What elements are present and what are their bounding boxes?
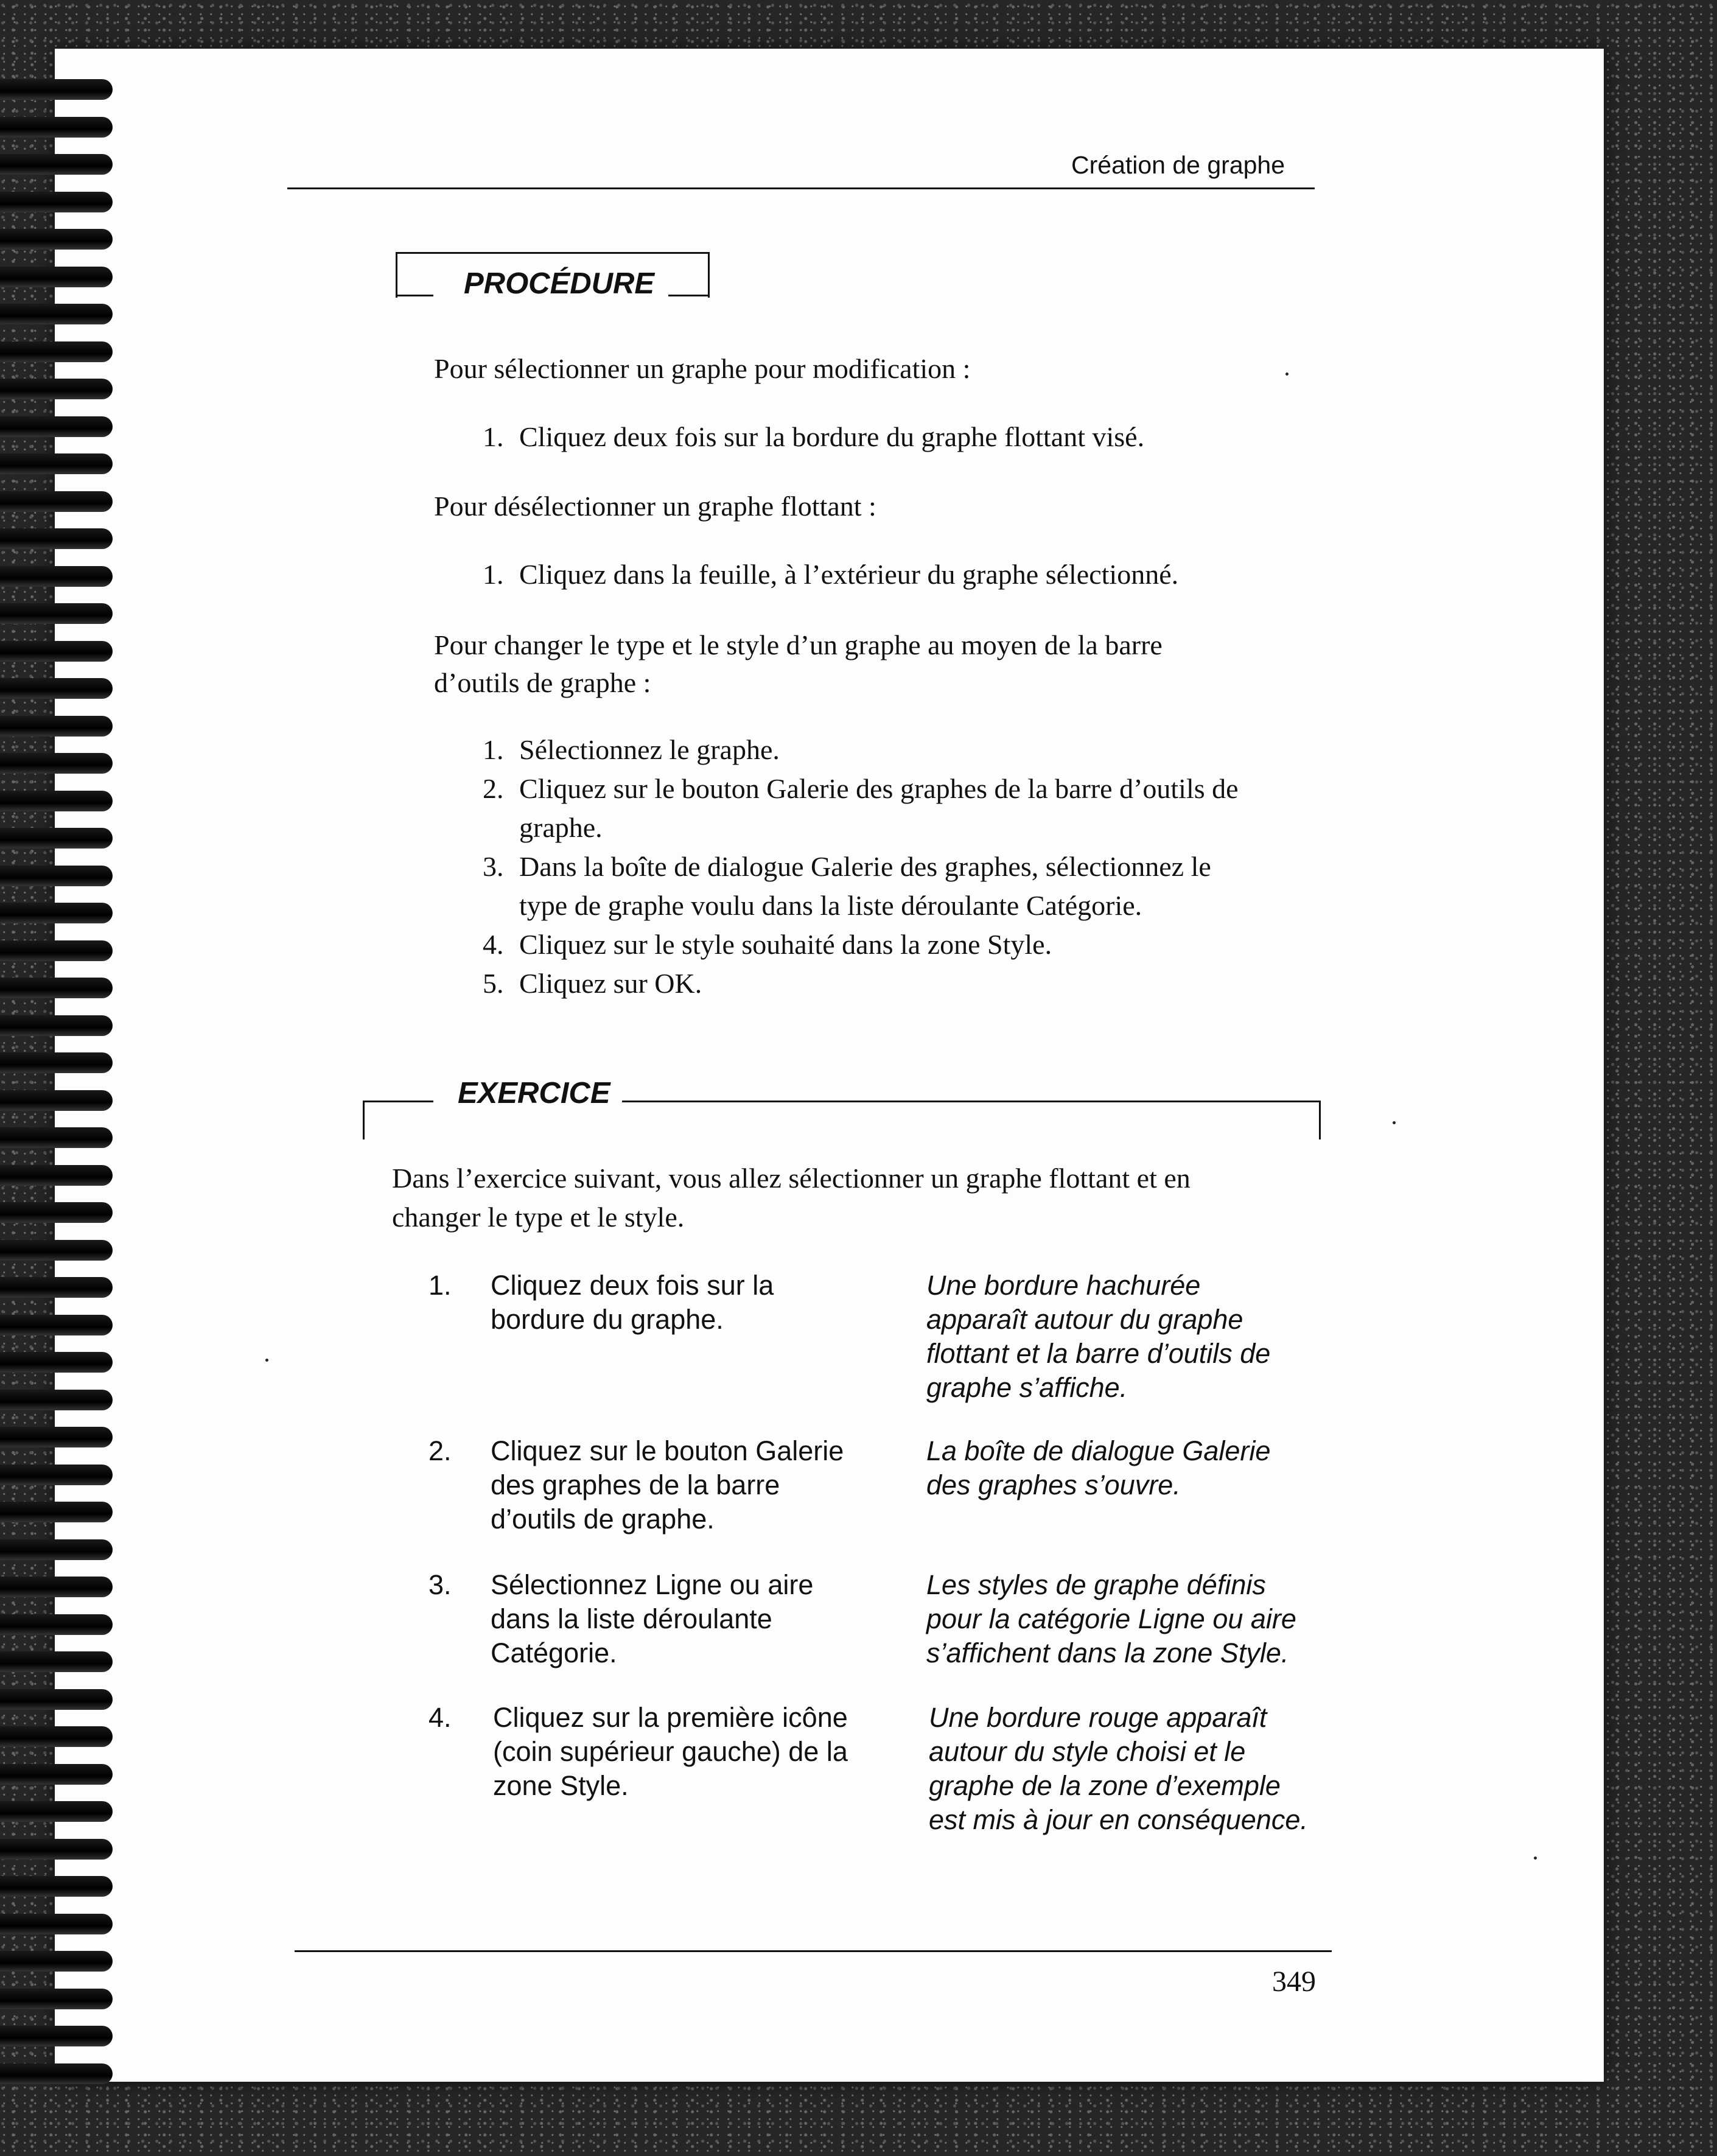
binding-ring (0, 566, 113, 587)
scan-speck (265, 1359, 268, 1362)
binding-ring (0, 1876, 113, 1897)
binding-ring (0, 753, 113, 774)
binding-ring (0, 117, 113, 138)
exercise-frame-right-edge (1319, 1101, 1321, 1139)
step-number: 1. (483, 559, 504, 590)
exercise-step-4-action: Cliquez sur la première icône (coin supérieur gauche) de la zone Style. (493, 1702, 848, 1801)
footer-rule (295, 1950, 1332, 1952)
exercise-frame-top-right (622, 1101, 1321, 1102)
exercise-step-3-action: Sélectionnez Ligne ou aire dans la liste déroulante Catégorie. (491, 1569, 814, 1668)
procedure-intro-change-line2: d’outils de graphe : (434, 667, 651, 698)
binding-ring (0, 528, 113, 549)
page-number: 349 (1272, 1965, 1316, 1998)
procedure-change-steps (483, 730, 1239, 1003)
binding-ring (0, 1726, 113, 1747)
binding-ring (0, 416, 113, 437)
procedure-deselect-step (483, 555, 1178, 594)
step-number: 1. (483, 421, 504, 452)
exercise-step-4-number: 4. (428, 1702, 452, 1733)
binding-ring (0, 1539, 113, 1560)
binding-ring (0, 1165, 113, 1186)
binding-ring (0, 603, 113, 624)
binding-ring (0, 1914, 113, 1934)
binding-ring (0, 1989, 113, 2009)
binding-ring (0, 379, 113, 399)
binding-ring (0, 341, 113, 362)
binding-ring (0, 1651, 113, 1672)
exercise-step-2-result: La boîte de dialogue Galerie des graphes s’ouvre. (926, 1435, 1271, 1500)
binding-ring (0, 2063, 113, 2084)
procedure-select-step (483, 418, 1144, 457)
binding-ring (0, 1127, 113, 1148)
exercise-frame-left-edge (363, 1101, 365, 1139)
binding-ring (0, 1951, 113, 1972)
binding-ring (0, 678, 113, 699)
exercise-step-1-action: Cliquez deux fois sur la bordure du graphe. (491, 1270, 774, 1335)
binding-ring (0, 1801, 113, 1822)
list-item-continuation: graphe. (519, 812, 603, 843)
binding-ring (0, 1577, 113, 1597)
binding-ring (0, 1015, 113, 1036)
scan-speck (1534, 1857, 1537, 1860)
list-item-continuation: type de graphe voulu dans la liste déroulante Catégorie. (519, 890, 1142, 921)
binding-ring (0, 491, 113, 512)
binding-ring (0, 1427, 113, 1447)
exercise-intro-line2: changer le type et le style. (392, 1202, 685, 1233)
binding-ring (0, 1465, 113, 1485)
list-item: 3. Dans la boîte de dialogue Galerie des graphes, sélectionnez le (483, 851, 1211, 882)
binding-ring (0, 1839, 113, 1860)
binding-ring (0, 716, 113, 737)
step-text: Cliquez dans la feuille, à l’extérieur du graphe sélectionné. (519, 559, 1179, 590)
binding-ring (0, 267, 113, 287)
procedure-frame-base-left (396, 295, 433, 296)
exercise-step-3-result: Les styles de graphe définis pour la catégorie Ligne ou aire s’affichent dans la zone Style. (926, 1569, 1296, 1668)
list-item: 1. Sélectionnez le graphe. (483, 734, 780, 765)
binding-ring (0, 828, 113, 849)
binding-ring (0, 2026, 113, 2046)
binding-ring (0, 229, 113, 250)
binding-ring (0, 192, 113, 212)
binding-ring (0, 154, 113, 175)
exercise-step-1-number: 1. (428, 1270, 452, 1301)
binding-ring (0, 866, 113, 886)
exercise-frame-top-left (363, 1101, 433, 1102)
binding-ring (0, 1689, 113, 1710)
exercise-step-3-number: 3. (428, 1569, 452, 1600)
binding-ring (0, 304, 113, 324)
binding-ring (0, 1764, 113, 1785)
header-rule (287, 187, 1315, 189)
binding-ring (0, 1052, 113, 1073)
exercise-step-1-result: Une bordure hachurée apparaît autour du graphe flottant et la barre d’outils de graphe s’affiche. (926, 1270, 1271, 1403)
scan-speck (1393, 1121, 1396, 1124)
binding-ring (0, 903, 113, 923)
binding-ring (0, 1390, 113, 1410)
procedure-heading: PROCÉDURE (464, 267, 655, 300)
exercise-step-2-number: 2. (428, 1435, 452, 1466)
running-header: Création de graphe (1071, 151, 1285, 179)
binding-ring (0, 641, 113, 662)
list-item: 4. Cliquez sur le style souhaité dans la zone Style. (483, 929, 1052, 960)
binding-ring (0, 453, 113, 474)
binding-ring (0, 1352, 113, 1373)
step-text: Cliquez deux fois sur la bordure du graphe flottant visé. (519, 421, 1145, 452)
spiral-binding (0, 55, 122, 2076)
binding-ring (0, 1090, 113, 1111)
binding-ring (0, 1277, 113, 1298)
binding-ring (0, 1502, 113, 1522)
list-item: 2. Cliquez sur le bouton Galerie des graphes de la barre d’outils de (483, 773, 1239, 804)
binding-ring (0, 1315, 113, 1335)
exercise-heading: EXERCICE (458, 1077, 610, 1110)
procedure-intro-change-line1: Pour changer le type et le style d’un graphe au moyen de la barre (434, 629, 1163, 660)
procedure-intro-select: Pour sélectionner un graphe pour modification : (434, 353, 971, 384)
binding-ring (0, 79, 113, 100)
exercise-step-4-result: Une bordure rouge apparaît autour du style choisi et le graphe de la zone d’exemple est mis à jour en conséquence. (929, 1702, 1308, 1835)
binding-ring (0, 1240, 113, 1261)
exercise-step-2-action: Cliquez sur le bouton Galerie des graphes de la barre d’outils de graphe. (491, 1435, 844, 1535)
procedure-intro-deselect: Pour désélectionner un graphe flottant : (434, 491, 876, 522)
binding-ring (0, 978, 113, 998)
binding-ring (0, 1202, 113, 1223)
binding-ring (0, 940, 113, 961)
exercise-intro-line1: Dans l’exercice suivant, vous allez sélectionner un graphe flottant et en (392, 1163, 1191, 1194)
binding-ring (0, 1614, 113, 1635)
list-item: 5. Cliquez sur OK. (483, 968, 702, 999)
binding-ring (0, 791, 113, 811)
scan-speck (1285, 373, 1289, 376)
procedure-frame-base-right (668, 295, 708, 296)
